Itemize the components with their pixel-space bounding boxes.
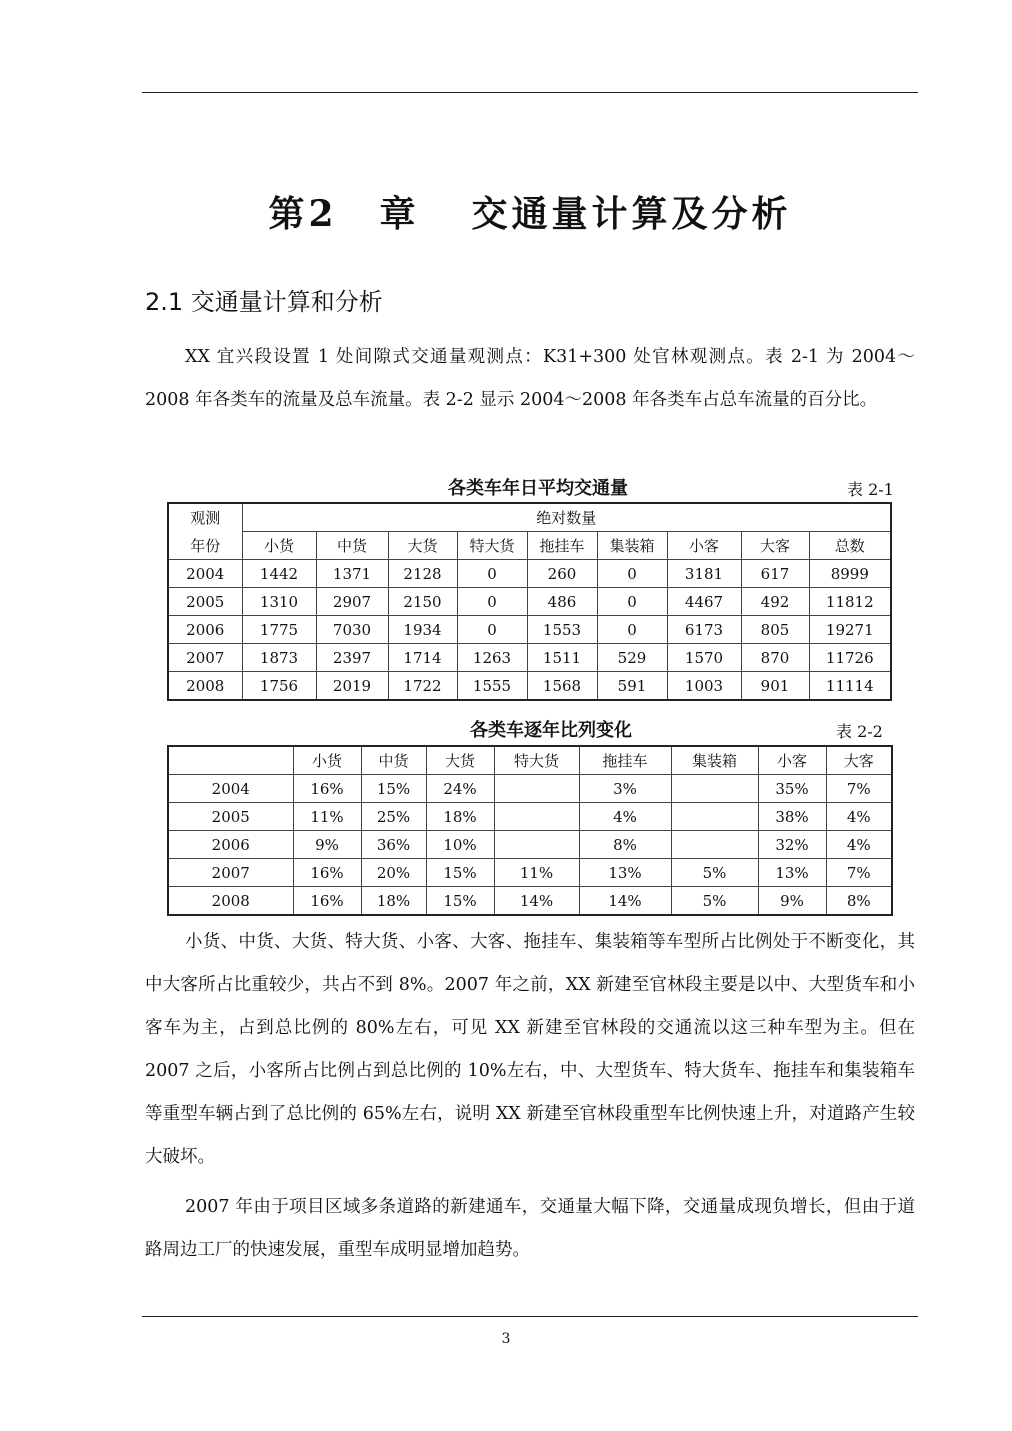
chapter-number: 2	[308, 193, 338, 235]
table-cell: 2128	[388, 560, 457, 588]
group-header: 绝对数量	[242, 503, 891, 532]
table-cell	[494, 803, 579, 831]
row-year: 2004	[168, 775, 293, 803]
table-cell: 3181	[667, 560, 741, 588]
table-cell: 1570	[667, 644, 741, 672]
table-cell: 486	[527, 588, 597, 616]
chapter-title-text: 交通量计算及分析	[471, 193, 792, 235]
table-row	[168, 672, 891, 701]
table-cell: 13%	[758, 859, 826, 887]
table-cell: 1934	[388, 616, 457, 644]
table-cell: 0	[597, 588, 667, 616]
table-cell: 5%	[671, 887, 758, 916]
section-heading: 2.1 交通量计算和分析	[145, 288, 383, 316]
table-row	[168, 560, 891, 588]
table-cell: 1371	[316, 560, 388, 588]
table-row	[168, 831, 892, 859]
page-number: 3	[501, 1331, 511, 1347]
table-cell	[671, 831, 758, 859]
table-cell: 11812	[809, 588, 891, 616]
corner-header-top: 观测	[168, 503, 242, 532]
table-1-label: 表 2-1	[847, 480, 894, 499]
table-cell: 870	[741, 644, 809, 672]
table-cell: 36%	[361, 831, 426, 859]
table-cell: 11%	[293, 803, 361, 831]
table-cell: 11114	[809, 672, 891, 701]
table-cell: 5%	[671, 859, 758, 887]
table-cell: 1756	[242, 672, 316, 701]
table-cell: 260	[527, 560, 597, 588]
corner-header	[168, 746, 293, 775]
table-cell: 13%	[579, 859, 671, 887]
table-2-caption: 各类车逐年比列变化	[470, 720, 632, 741]
table-cell: 6173	[667, 616, 741, 644]
table-cell: 4467	[667, 588, 741, 616]
table-header-row	[168, 746, 892, 775]
column-header: 拖挂车	[527, 532, 597, 560]
table-cell: 18%	[361, 887, 426, 916]
table-cell: 7%	[826, 775, 892, 803]
row-year: 2006	[168, 831, 293, 859]
header-rule	[142, 92, 918, 93]
vehicle-share-table	[167, 745, 893, 916]
column-header: 中货	[316, 532, 388, 560]
table-cell: 32%	[758, 831, 826, 859]
vehicle-share-table-body	[168, 746, 892, 915]
row-year: 2007	[168, 644, 242, 672]
table-cell: 901	[741, 672, 809, 701]
table-cell: 617	[741, 560, 809, 588]
table-row	[168, 859, 892, 887]
row-year: 2005	[168, 588, 242, 616]
table-cell: 16%	[293, 859, 361, 887]
table-cell: 15%	[426, 887, 494, 916]
row-year: 2008	[168, 672, 242, 701]
chapter-title	[142, 186, 918, 237]
table-row	[168, 775, 892, 803]
table-cell: 529	[597, 644, 667, 672]
table-cell: 1568	[527, 672, 597, 701]
table-cell: 18%	[426, 803, 494, 831]
table-cell: 1553	[527, 616, 597, 644]
table-cell: 1775	[242, 616, 316, 644]
table-cell: 1442	[242, 560, 316, 588]
column-header: 大客	[741, 532, 809, 560]
table-cell: 1873	[242, 644, 316, 672]
table-cell: 2907	[316, 588, 388, 616]
chapter-label-suffix: 章	[379, 193, 420, 235]
table-cell: 24%	[426, 775, 494, 803]
table-cell: 15%	[361, 775, 426, 803]
table-row	[168, 887, 892, 916]
table-cell: 3%	[579, 775, 671, 803]
table-row	[168, 644, 891, 672]
table-column-header-row	[168, 532, 891, 560]
row-year: 2008	[168, 887, 293, 916]
table-cell: 1714	[388, 644, 457, 672]
column-header: 小客	[667, 532, 741, 560]
table-cell: 9%	[758, 887, 826, 916]
column-header: 集装箱	[671, 746, 758, 775]
table-cell: 1003	[667, 672, 741, 701]
row-year: 2004	[168, 560, 242, 588]
table-cell: 1263	[457, 644, 527, 672]
table-cell: 0	[457, 560, 527, 588]
column-header: 中货	[361, 746, 426, 775]
table-cell: 19271	[809, 616, 891, 644]
table-cell: 8999	[809, 560, 891, 588]
table-cell: 805	[741, 616, 809, 644]
footer-rule	[142, 1316, 918, 1317]
table-cell: 14%	[579, 887, 671, 916]
row-year: 2006	[168, 616, 242, 644]
table-cell: 1722	[388, 672, 457, 701]
table-cell: 1555	[457, 672, 527, 701]
column-header: 小客	[758, 746, 826, 775]
table-cell: 8%	[826, 887, 892, 916]
column-header: 大货	[388, 532, 457, 560]
traffic-volume-table	[167, 502, 892, 701]
table-cell	[671, 775, 758, 803]
table-cell: 8%	[579, 831, 671, 859]
row-year: 2007	[168, 859, 293, 887]
table-cell: 2397	[316, 644, 388, 672]
corner-header-bottom: 年份	[168, 532, 242, 560]
table-cell: 0	[597, 616, 667, 644]
table-cell: 35%	[758, 775, 826, 803]
table-cell: 11%	[494, 859, 579, 887]
table-cell: 9%	[293, 831, 361, 859]
table-cell: 14%	[494, 887, 579, 916]
table-cell: 15%	[426, 859, 494, 887]
table-cell: 0	[457, 588, 527, 616]
column-header: 特大货	[457, 532, 527, 560]
table-row	[168, 803, 892, 831]
paragraph-analysis: 小货、中货、大货、特大货、小客、大客、拖挂车、集装箱等车型所占比例处于不断变化，其中大客所占比重较少，共占不到 8%。2007 年之前，XX 新建至官林段主要是以中、大型货车和小客车为主，占到总比例的 80%左右，可见 XX 新建至官林段的交通流以这三种车型为主。但在 2007 之后，小客所占比例占到总比例的 10%左右，中、大型货车、特大货车、拖挂车和集装箱车等重型车辆占到了总比例的 65%左右，说明 XX 新建至官林段重型车比例快速上升，对道路产生较大破坏。	[145, 932, 915, 1167]
table-cell: 591	[597, 672, 667, 701]
column-header: 特大货	[494, 746, 579, 775]
table-cell: 4%	[826, 803, 892, 831]
table-cell: 1511	[527, 644, 597, 672]
paragraph-intro: XX 宜兴段设置 1 处间隙式交通量观测点：K31+300 处官林观测点。表 2-1 为 2004～2008 年各类车的流量及总车流量。表 2-2 显示 2004～2008 年各类车占总车流量的百分比。	[145, 347, 915, 410]
column-header: 拖挂车	[579, 746, 671, 775]
column-header: 小货	[242, 532, 316, 560]
chapter-label-prefix: 第	[268, 193, 309, 235]
table-cell: 16%	[293, 775, 361, 803]
table-cell	[671, 803, 758, 831]
table-cell: 2019	[316, 672, 388, 701]
table-cell	[494, 831, 579, 859]
table-cell: 20%	[361, 859, 426, 887]
table-cell: 16%	[293, 887, 361, 916]
table-cell: 10%	[426, 831, 494, 859]
table-row	[168, 588, 891, 616]
table-cell: 492	[741, 588, 809, 616]
table-1-caption: 各类车年日平均交通量	[448, 478, 628, 499]
table-cell: 2150	[388, 588, 457, 616]
table-cell: 11726	[809, 644, 891, 672]
table-cell: 7%	[826, 859, 892, 887]
column-header: 大货	[426, 746, 494, 775]
table-cell: 4%	[826, 831, 892, 859]
row-year: 2005	[168, 803, 293, 831]
column-header: 总数	[809, 532, 891, 560]
table-2-label: 表 2-2	[836, 722, 883, 741]
table-cell: 0	[457, 616, 527, 644]
table-row	[168, 616, 891, 644]
traffic-volume-table-body	[168, 503, 891, 700]
paragraph-conclusion: 2007 年由于项目区域多条道路的新建通车，交通量大幅下降，交通量成现负增长，但由于道路周边工厂的快速发展，重型车成明显增加趋势。	[145, 1197, 915, 1260]
column-header: 集装箱	[597, 532, 667, 560]
table-header-row	[168, 503, 891, 532]
table-cell: 0	[597, 560, 667, 588]
table-cell: 1310	[242, 588, 316, 616]
column-header: 小货	[293, 746, 361, 775]
table-cell: 25%	[361, 803, 426, 831]
table-cell: 4%	[579, 803, 671, 831]
column-header: 大客	[826, 746, 892, 775]
table-cell	[494, 775, 579, 803]
table-cell: 38%	[758, 803, 826, 831]
table-cell: 7030	[316, 616, 388, 644]
